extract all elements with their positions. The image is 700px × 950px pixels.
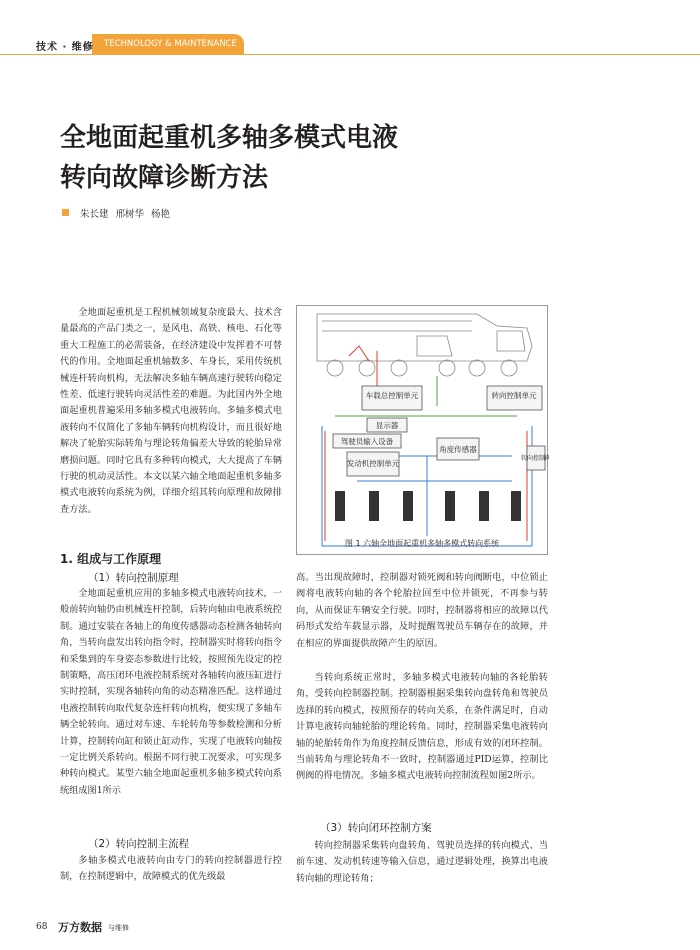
wheel xyxy=(359,360,375,376)
display-label: 显示器 xyxy=(375,421,399,430)
steering-valve-label: 转向控制阀 xyxy=(520,455,549,462)
header-rule xyxy=(0,54,700,55)
driver-cab xyxy=(497,331,525,351)
crane-cab xyxy=(417,336,452,356)
footer-subtitle: 与维修 xyxy=(108,924,129,932)
figure-1 xyxy=(296,305,548,555)
signal-line xyxy=(349,346,369,361)
subsection-1-body: 全地面起重机应用的多轴多模式电液转向技术，一般前转向轴仍由机械连杆控制，后转向轴由电液系统控制。通过安装在各轴上的角度传感器动态检测各轴转向角，当转向盘发出转向指令时，控制器实时将转向指令和采集到的车身姿态参数进行比较，按照预先设定的控制策略，高压闭环电液控制系统对各轴转向液压缸进行实时控制，实现各轴转向角的动态精准匹配。这样通过电液控制转向取代复杂连杆转向机构，便实现了多轴车辆全轮转向。通过对车速、车轮转角等参数检测和分析计算，控制转向缸和锁止缸动作，实现了电液转向轴按一定比例关系转向。根据不同行驶工况要求，可实现多种转向模式。某型六轴全地面起重机多轴多模式转向系统组成图1所示 xyxy=(60,588,282,796)
wheel xyxy=(439,360,455,376)
steering-controller-label: 转向控制单元 xyxy=(491,391,537,400)
section-label-en: TECHNOLOGY & MAINTENANCE xyxy=(104,39,237,49)
driver-input-label: 驾驶员输入设备 xyxy=(340,437,394,446)
authors: 朱长建 邢树华 杨艳 xyxy=(80,209,171,220)
axle-tire xyxy=(445,491,455,521)
subsection-3-body: 转向控制器采集转向盘转角、驾驶员选择的转向模式、当前车速、发动机转速等输入信息，通过逻辑处理，换算出电液转向轴的理论转角； xyxy=(296,840,548,884)
axle-tire xyxy=(403,491,413,521)
axle-tire xyxy=(335,491,345,521)
steering-system-diagram xyxy=(297,306,549,556)
wheel xyxy=(327,360,343,376)
wheel xyxy=(501,360,517,376)
wheel xyxy=(391,360,407,376)
subsection-1-heading: （1）转向控制原理 xyxy=(88,572,179,584)
title-line-1: 全地面起重机多轴多模式电液 xyxy=(60,123,399,153)
angle-sensor-label: 角度传感器 xyxy=(439,445,477,454)
vehicle-controller-label: 车载总控制单元 xyxy=(365,391,419,400)
wheel xyxy=(469,360,485,376)
subsection-2-heading: （2）转向控制主流程 xyxy=(88,838,190,850)
subsection-3-heading: （3）转向闭环控制方案 xyxy=(320,822,432,834)
authors-marker xyxy=(62,209,69,216)
axle-tire xyxy=(369,491,379,521)
figure-caption: 图 1 六轴全地面起重机多轴多模式转向系统 xyxy=(344,539,500,548)
axle-tire xyxy=(511,491,521,521)
title-line-2: 转向故障诊断方法 xyxy=(60,163,269,193)
column-2-text-1: 高。当出现故障时，控制器对锁死阀和转向阀断电，中位锁止阀将电液转向轴的各个轮胎拉回至中位并锁死，不再参与转向，从而保证车辆安全行驶。同时，控制器将相应的故障以代码形式发给车载显示器，及时提醒驾驶员车辆存在的故障，并在相应的界面提供故障产生的原因。 xyxy=(296,572,548,649)
engine-controller-label: 发动机控制单元 xyxy=(346,459,400,468)
axle-tire xyxy=(479,491,489,521)
article-title xyxy=(60,118,398,198)
column-2-text-2: 当转向系统正常时，多轴多模式电液转向轴的各轮胎转角，受转向控制器控制。控制器根据采集转向盘转角和驾驶员选择的转向模式，按照预存的转向关系，在条件满足时，自动计算电液转向轴轮胎的理论转角。同时，控制器采集电液转向轴的轮胎转角作为角度控制反馈信息，形成有效的闭环控制。当前转角与理论转角不一致时，控制器通过PID运算，控制比例阀的得电情况。多轴多模式电液转向控制流程如图2所示。 xyxy=(296,672,548,782)
footer-brand: 万方数据 xyxy=(58,921,102,934)
abstract: 全地面起重机是工程机械领域复杂度最大、技术含量最高的产品门类之一，是风电、高铁、核电、石化等重大工程施工的必需装备，在经济建设中发挥着不可替代的作用。全地面起重机轴数多、车身长，采用传统机械连杆转向机构，无法解决多轴车辆高速行驶转向稳定性差、低速行驶转向灵活性差的难题。为此国内外全地面起重机普遍采用多轴多模式电液转向。多轴多模式电液转向不仅简化了多轴车辆转向机构设计，而且很好地解决了轮胎实际转角与理论转角偏差大导致的轮胎异常磨损问题。同时它具有多种转向模式，大大提高了车辆行驶的机动灵活性。本文以某六轴全地面起重机多轴多模式电液转向系统为例，详细介绍其转向原理和故障排查方法。 xyxy=(60,307,282,515)
section-heading: 1. 组成与工作原理 xyxy=(60,552,162,566)
page-number: 68 xyxy=(36,922,48,932)
subsection-2-body: 多轴多模式电液转向由专门的转向控制器进行控制，在控制逻辑中，故障模式的优先级最 xyxy=(60,855,282,883)
section-label: 技术 · 维修 xyxy=(36,42,94,53)
